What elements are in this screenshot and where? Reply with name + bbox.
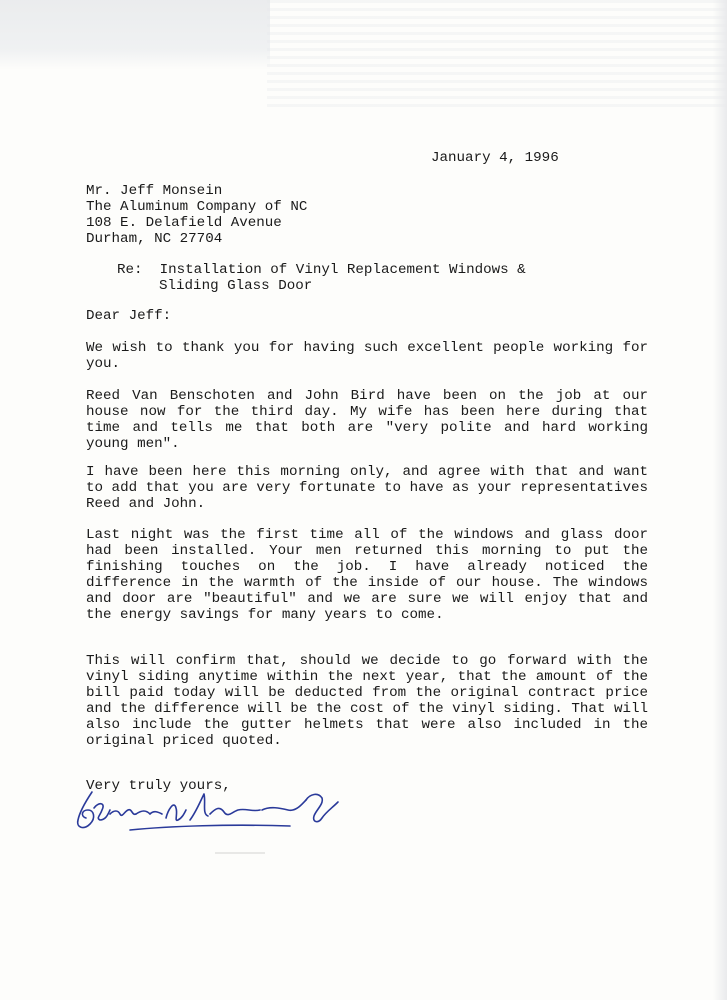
- subject-text-line2: Sliding Glass Door: [159, 278, 313, 294]
- paragraph-5: This will confirm that, should we decide to go forward with the vinyl siding anytime within the next year, that the amount of the bill paid today will be deducted from the original contract price and the difference will be the cost of the vinyl siding. That will also include the gutter helmets that were also included in the original priced quoted.: [86, 653, 648, 749]
- recipient-city: Durham, NC 27704: [86, 231, 223, 247]
- scan-shadow: [0, 0, 270, 70]
- page-edge: [713, 0, 727, 1000]
- paragraph-1: We wish to thank you for having such excellent people working for you.: [86, 340, 648, 372]
- recipient-name: Mr. Jeff Monsein: [86, 183, 223, 199]
- subject-text-line1: Installation of Vinyl Replacement Windows &: [159, 262, 526, 278]
- handwritten-signature: [70, 780, 370, 840]
- recipient-address: [86, 183, 307, 247]
- scan-band: [267, 0, 727, 110]
- paragraph-4: Last night was the first time all of the windows and glass door had been installed. Your men returned this morning to put the finishing touches on the job. I have already noticed the difference in the warmth of the inside of our house. The windows and door are "beautiful" and we are sure we will enjoy that and the energy savings for many years to come.: [86, 527, 648, 623]
- recipient-company: The Aluminum Company of NC: [86, 199, 308, 215]
- letter-date: January 4, 1996: [431, 150, 559, 166]
- paragraph-3: I have been here this morning only, and agree with that and want to add that you are very fortunate to have as your representatives Reed and John.: [86, 464, 648, 512]
- subject-line: [117, 262, 526, 294]
- recipient-street: 108 E. Delafield Avenue: [86, 215, 282, 231]
- salutation: Dear Jeff:: [86, 308, 172, 324]
- scan-smudge: [215, 852, 265, 854]
- subject-label: Re:: [117, 262, 143, 278]
- closing: Very truly yours,: [86, 778, 231, 794]
- paragraph-2: Reed Van Benschoten and John Bird have been on the job at our house now for the third day. My wife has been here during that time and tells me that both are "very polite and hard working young men".: [86, 388, 648, 452]
